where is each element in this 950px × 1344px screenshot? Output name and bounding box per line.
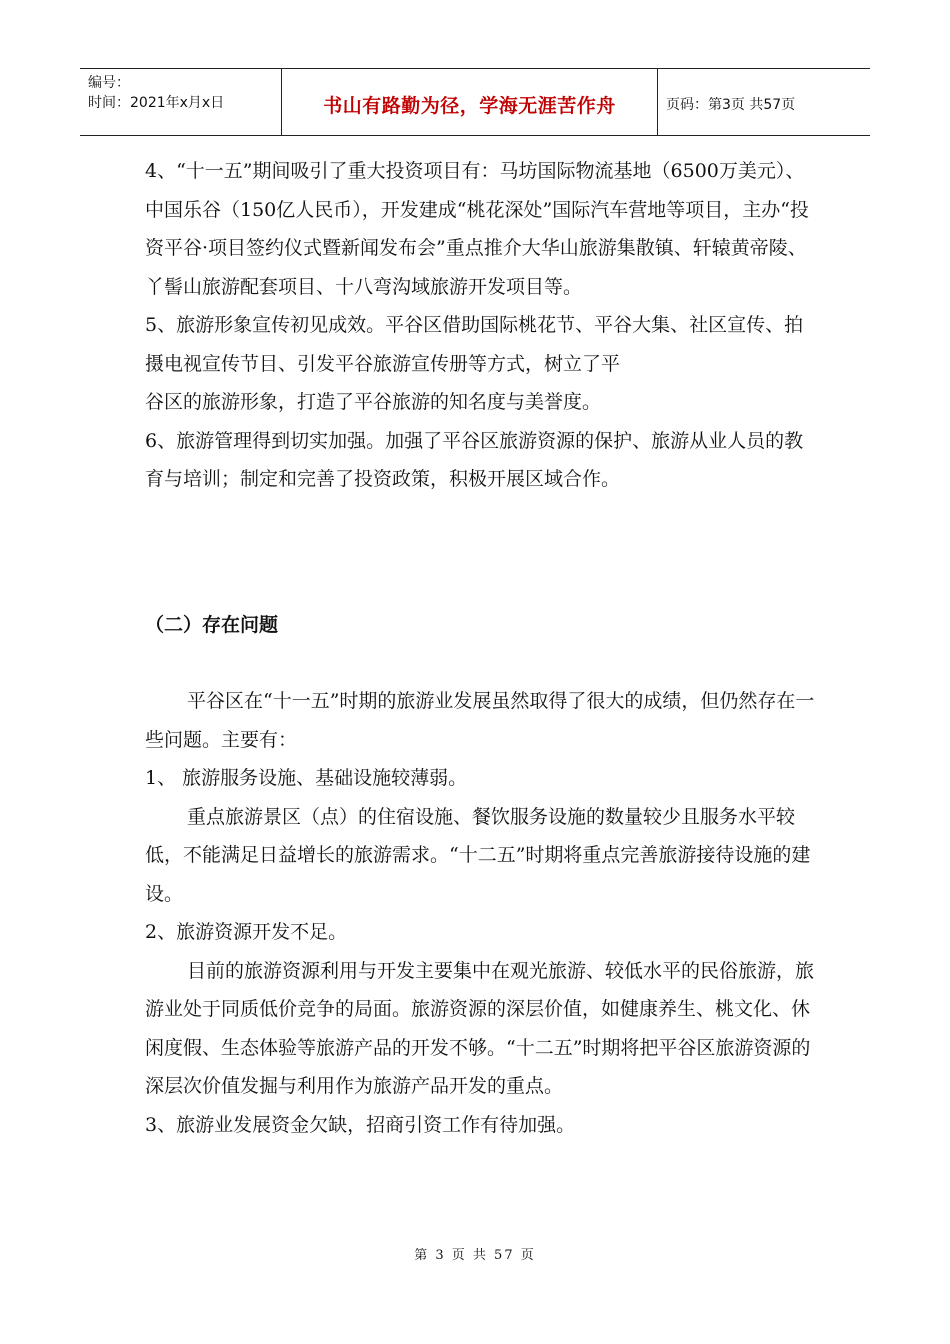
document-header: [80, 68, 870, 136]
issue1-body: 重点旅游景区（点）的住宿设施、餐饮服务设施的数量较少且服务水平较低，不能满足日益增长的旅游需求。“十二五”时期将重点完善旅游接待设施的建设。: [145, 805, 811, 905]
section1-body: [145, 152, 815, 499]
motto-text: 书山有路勤为径，学海无涯苦作舟: [323, 94, 616, 117]
issue2-title: 2、旅游资源开发不足。: [145, 921, 348, 943]
header-meta-cell: [80, 69, 282, 135]
paragraph-item6: 6、旅游管理得到切实加强。加强了平谷区旅游资源的保护、旅游从业人员的教育与培训；制定和完善了投资政策，积极开展区域合作。: [145, 429, 804, 490]
header-motto-cell: [282, 69, 658, 135]
paragraph-item5-b: 谷区的旅游形象，打造了平谷旅游的知名度与美誉度。: [145, 391, 602, 413]
section2-body: [145, 682, 815, 1144]
paragraph-intro: 平谷区在“十一五”时期的旅游业发展虽然取得了很大的成绩，但仍然存在一些问题。主要有：: [145, 690, 815, 751]
page-info: 页码：第3页 共57页: [666, 97, 796, 113]
section-heading: （二）存在问题: [145, 614, 279, 636]
issue3-title: 3、旅游业发展资金欠缺，招商引资工作有待加强。: [145, 1113, 576, 1136]
issue2-body: 目前的旅游资源利用与开发主要集中在观光旅游、较低水平的民俗旅游，旅游业处于同质低价竞争的局面。旅游资源的深层价值，如健康养生、桃文化、休闲度假、生态体验等旅游产品的开发不够。“十二五”时期将把平谷区旅游资源的深层次价值发掘与利用作为旅游产品开发的重点。: [145, 959, 815, 1097]
date-line: 时间：2021年x月x日: [88, 95, 225, 111]
paragraph-item4: 4、“十一五”期间吸引了重大投资项目有：马坊国际物流基地（6500万美元）、中国乐谷（150亿人民币），开发建成“桃花深处”国际汽车营地等项目，主办“投资平谷·项目签约仪式暨新闻发布会”重点推介大华山旅游集散镇、轩辕黄帝陵、丫髻山旅游配套项目、十八弯沟域旅游开发项目等。: [145, 160, 809, 298]
issue1-title: 1、 旅游服务设施、基础设施较薄弱。: [145, 767, 468, 789]
header-page-cell: [658, 69, 870, 135]
page-footer: 第 3 页 共 57 页: [414, 1248, 536, 1263]
paragraph-item5-a: 5、旅游形象宣传初见成效。平谷区借助国际桃花节、平谷大集、社区宣传、拍摄电视宣传节目、引发平谷旅游宣传册等方式，树立了平: [145, 314, 804, 375]
serial-label: 编号：: [88, 75, 130, 91]
